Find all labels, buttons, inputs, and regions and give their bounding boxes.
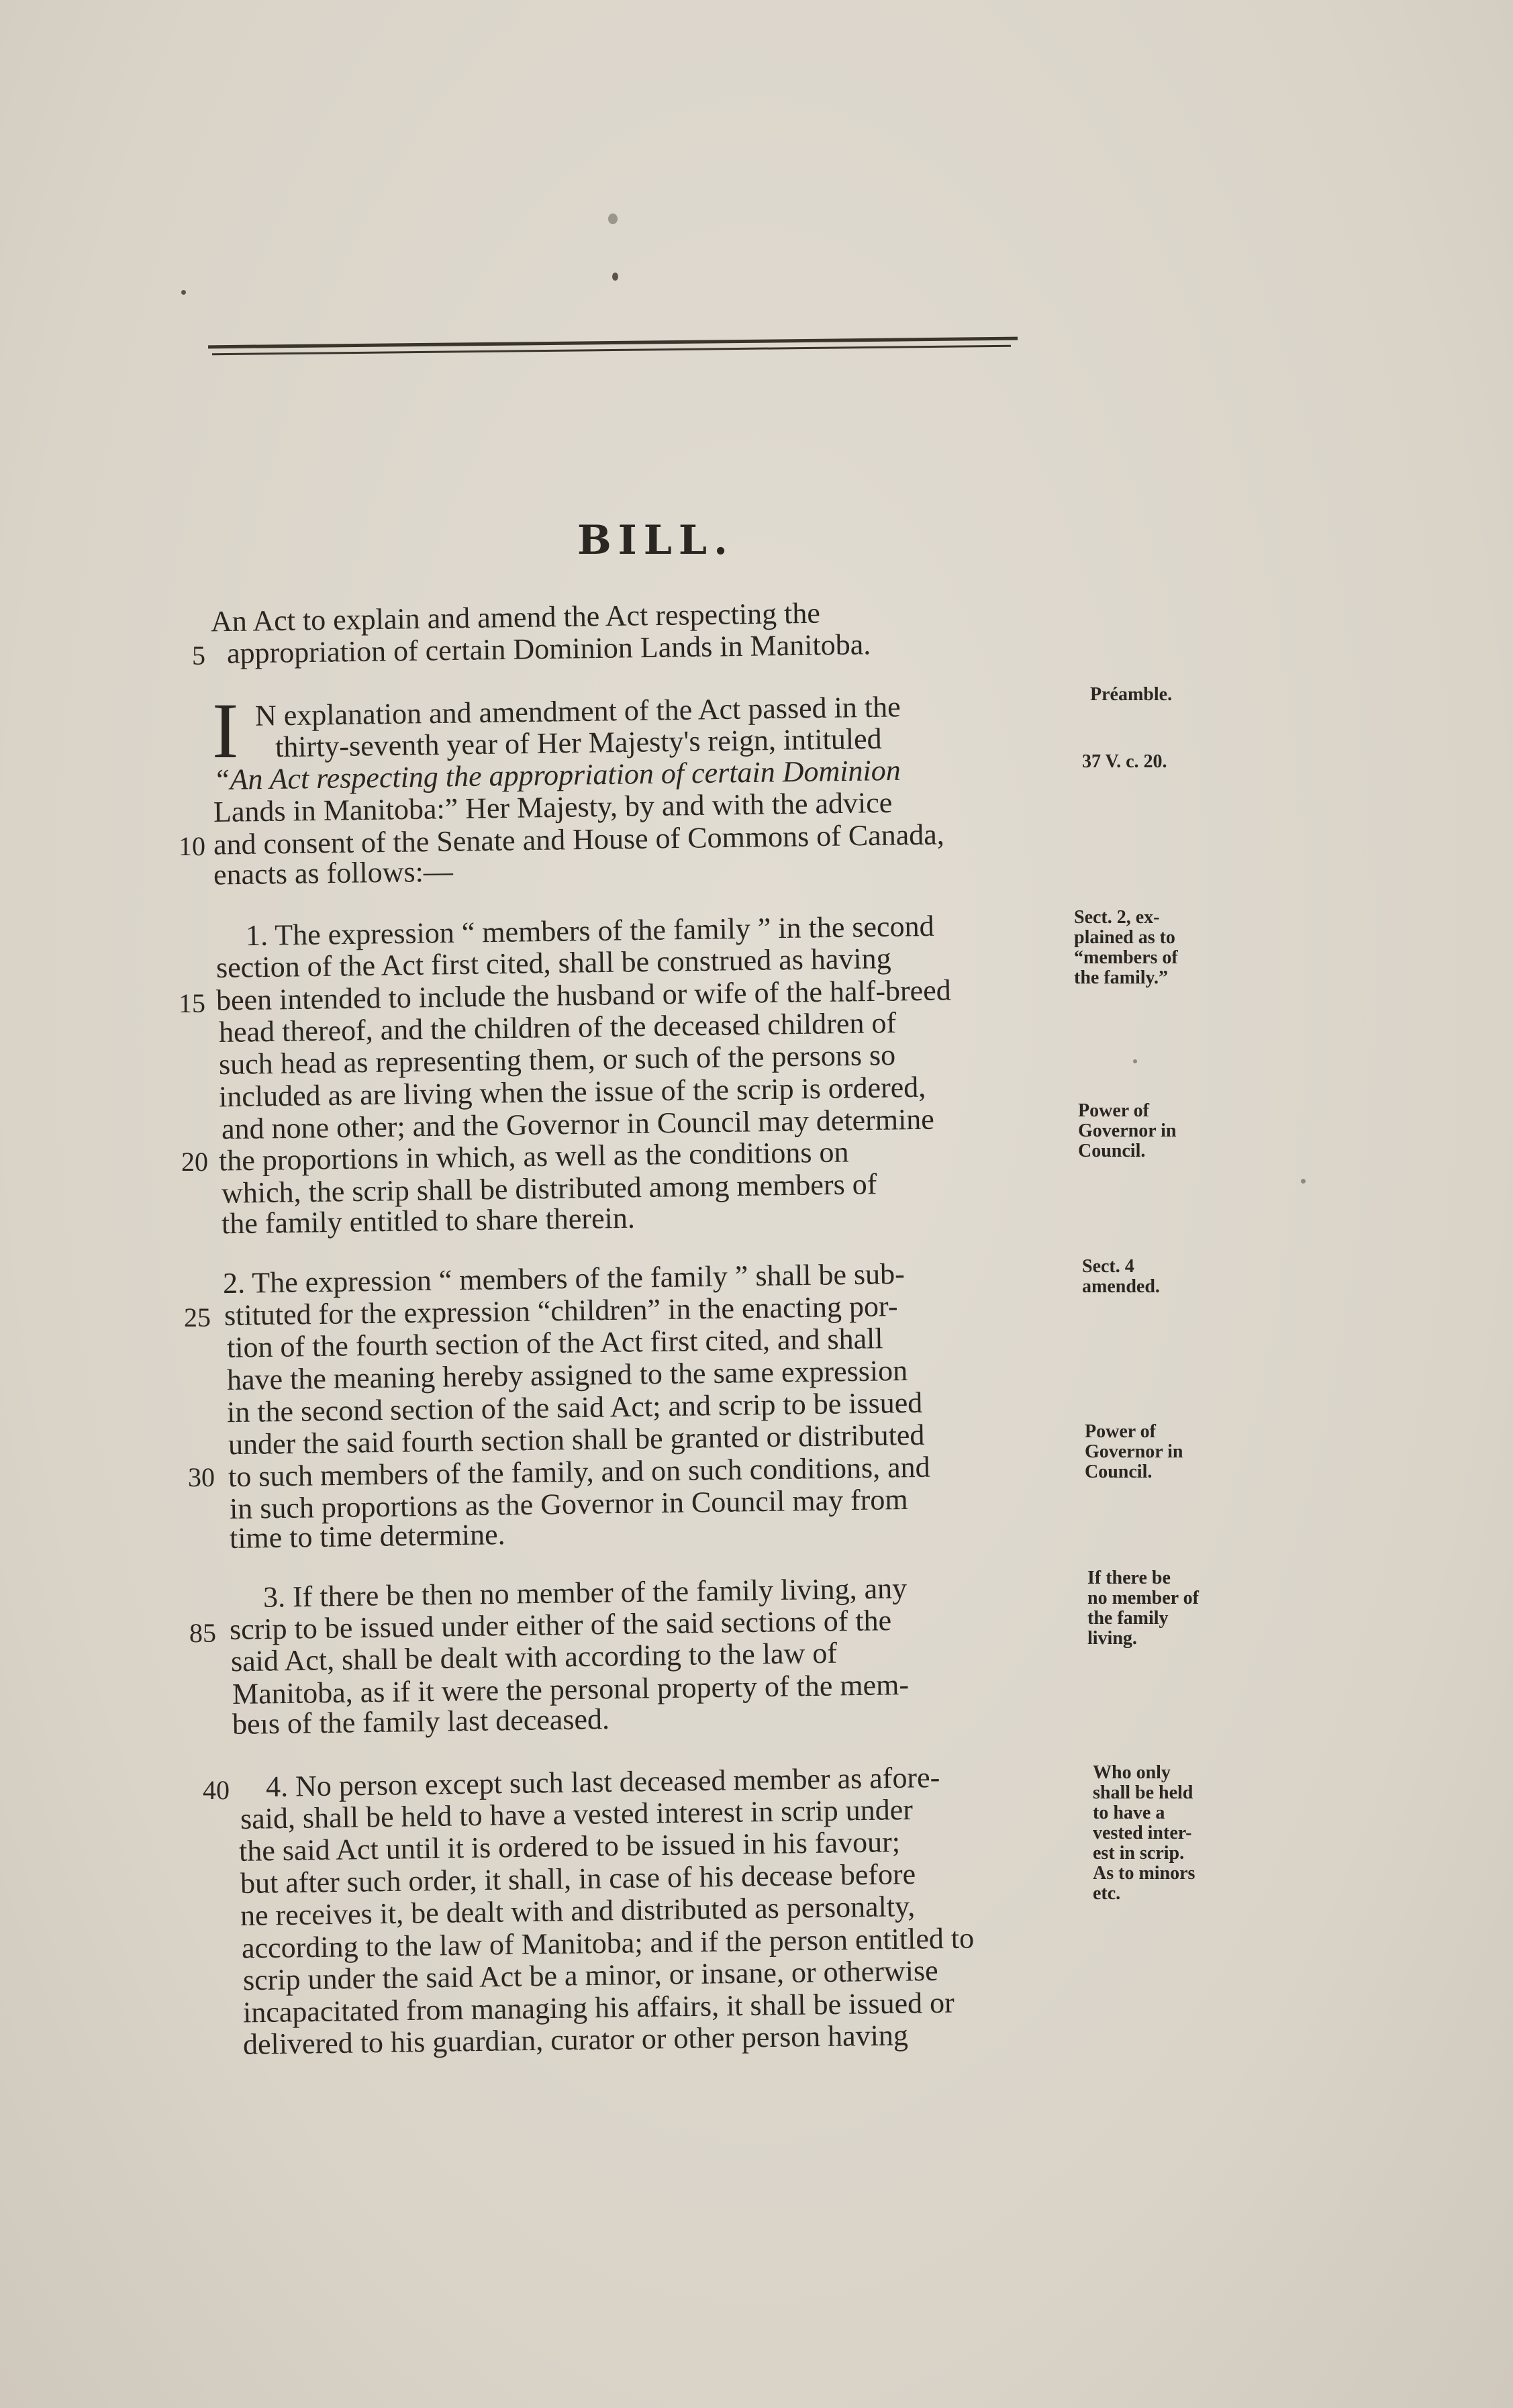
drop-cap: I (212, 687, 239, 775)
line-number: 30 (188, 1462, 215, 1492)
margin-note-text: the family (1087, 1608, 1169, 1629)
section-4-line: delivered to his guardian, curator or other person having (242, 2019, 909, 2061)
margin-note-text: est in scrip. (1093, 1843, 1185, 1864)
margin-note-preamble: Préamble. (1090, 684, 1173, 705)
margin-note-text: Power of (1078, 1100, 1149, 1121)
line-number: 5 (192, 640, 205, 671)
preamble-line: and consent of the Senate and House of Commons of Canada, (213, 818, 945, 861)
section-3-line: beıs of the family last deceased. (232, 1702, 610, 1741)
line-number: 10 (179, 831, 205, 861)
section-1-line: the proportions in which, as well as the conditions on (218, 1135, 849, 1177)
margin-note-text: Sect. 4 (1082, 1256, 1134, 1277)
speck (608, 213, 618, 224)
margin-note-text: Sect. 2, ex- (1074, 907, 1160, 928)
section-4-line: scrip under the said Act be a minor, or insane, or otherwise (242, 1954, 938, 1997)
section-2-line: in the second section of the said Act; and scrip to be issued (226, 1386, 923, 1429)
section-4-line: the said Act until it is ordered to be issued in his favour; (238, 1825, 901, 1868)
margin-note-text: amended. (1082, 1276, 1160, 1297)
margin-note-text: vested inter- (1093, 1823, 1192, 1843)
section-3-line: said Act, shall be dealt with according to the law of (230, 1636, 838, 1678)
section-1-line: included as are living when the issue of the scrip is ordered, (218, 1070, 926, 1114)
section-4-line: ne receives it, be dealt with and distributed as personalty, (240, 1889, 916, 1933)
preamble-line: N explanation and amendment of the Act passed in the (254, 690, 901, 732)
section-4-line: incapacitated from managing his affairs, it shall be issued or (242, 1986, 955, 2029)
margin-note-sect2 (1074, 908, 1228, 988)
line-number: 85 (189, 1618, 216, 1648)
line-number: 20 (181, 1147, 208, 1177)
section-2-line: time to time determine. (229, 1518, 505, 1555)
line-number: 15 (179, 988, 205, 1018)
margin-note-text: Governor in (1078, 1120, 1177, 1141)
speck (1301, 1179, 1306, 1184)
section-2-line: stituted for the expression “children” in the enacting por- (224, 1289, 898, 1333)
section-4-line: according to the law of Manitoba; and if the person entitled to (241, 1921, 975, 1965)
section-2-line: in such proportions as the Governor in Council may from (229, 1482, 908, 1526)
section-1-line: the family entitled to share therein. (221, 1201, 636, 1241)
page-title: BILL. (577, 517, 735, 564)
speck (181, 290, 186, 295)
margin-note-statute: 37 V. c. 20. (1082, 751, 1167, 772)
section-4-line: 4. No person except such last deceased member as afore- (265, 1760, 940, 1804)
act-title-line: appropriation of certain Dominion Lands in Manitoba. (226, 628, 871, 670)
margin-note-text: “members of (1074, 947, 1178, 968)
section-3-line: Manitoba, as if it were the personal property of the mem- (232, 1668, 910, 1711)
section-1-line: section of the Act first cited, shall be construed as having (215, 941, 891, 985)
section-2-line: to such members of the family, and on such conditions, and (228, 1450, 930, 1494)
margin-note-text: living. (1087, 1628, 1137, 1649)
preamble-line: Lands in Manitoba:” Her Majesty, by and with the advice (213, 785, 893, 829)
margin-note-text: Governor in (1085, 1441, 1183, 1462)
line-number: 40 (203, 1775, 230, 1805)
preamble-line: “An Act respecting the appropriation of certain Dominion (213, 753, 901, 797)
section-1-line: head thereof, and the children of the deceased children of (218, 1006, 897, 1049)
section-3-line: scrip to be issued under either of the said sections of the (229, 1604, 892, 1646)
section-4-line: said, shall be held to have a vested interest in scrip under (240, 1793, 914, 1835)
margin-note-text: etc. (1093, 1883, 1121, 1904)
section-1-line: been intended to include the husband or wife of the half-breed (215, 973, 952, 1017)
margin-note-text: the family.” (1074, 967, 1168, 988)
section-2-line: 2. The expression “ members of the family ” shall be sub- (222, 1257, 906, 1300)
preamble-line: enacts as follows:— (213, 855, 454, 892)
speck (612, 273, 618, 281)
margin-note-vested (1093, 1763, 1247, 1904)
section-1-line: such head as representing them, or such of the persons so (218, 1038, 896, 1081)
margin-note-text: to have a (1093, 1802, 1165, 1823)
margin-note-text: shall be held (1093, 1782, 1193, 1803)
margin-note-power-1 (1078, 1101, 1232, 1161)
margin-note-text: As to minors (1093, 1863, 1195, 1884)
margin-note-text: plained as to (1074, 927, 1175, 948)
margin-note-text: If there be (1087, 1568, 1171, 1588)
preamble-line: thirty-seventh year of Her Majesty's reign, intituled (275, 722, 882, 764)
margin-note-text: Power of (1085, 1421, 1156, 1442)
margin-note-text: no member of (1087, 1588, 1199, 1608)
section-3-line: 3. If there be then no member of the family living, any (262, 1572, 908, 1614)
section-2-line: tion of the fourth section of the Act first cited, and shall (226, 1322, 883, 1364)
section-1-line: and none other; and the Governor in Council may determine (221, 1102, 935, 1146)
section-1-line: 1. The expression “ members of the family ” in the second (245, 909, 934, 953)
section-1-line: which, the scrip shall be distributed among members of (221, 1167, 877, 1210)
section-2-line: under the said fourth section shall be granted or distributed (228, 1418, 925, 1461)
line-number: 25 (184, 1302, 211, 1333)
margin-note-power-2 (1085, 1422, 1239, 1482)
act-title-line: An Act to explain and amend the Act respecting the (210, 596, 821, 638)
speck (1133, 1059, 1137, 1063)
margin-note-text: Council. (1078, 1141, 1146, 1161)
section-2-line: have the meaning hereby assigned to the same expression (226, 1353, 908, 1397)
margin-note-text: Who only (1093, 1762, 1171, 1783)
margin-note-text: Council. (1085, 1461, 1153, 1482)
margin-note-sect4 (1082, 1257, 1236, 1297)
margin-note-no-member (1087, 1568, 1242, 1649)
section-4-line: but after such order, it shall, in case of his decease before (240, 1857, 916, 1900)
